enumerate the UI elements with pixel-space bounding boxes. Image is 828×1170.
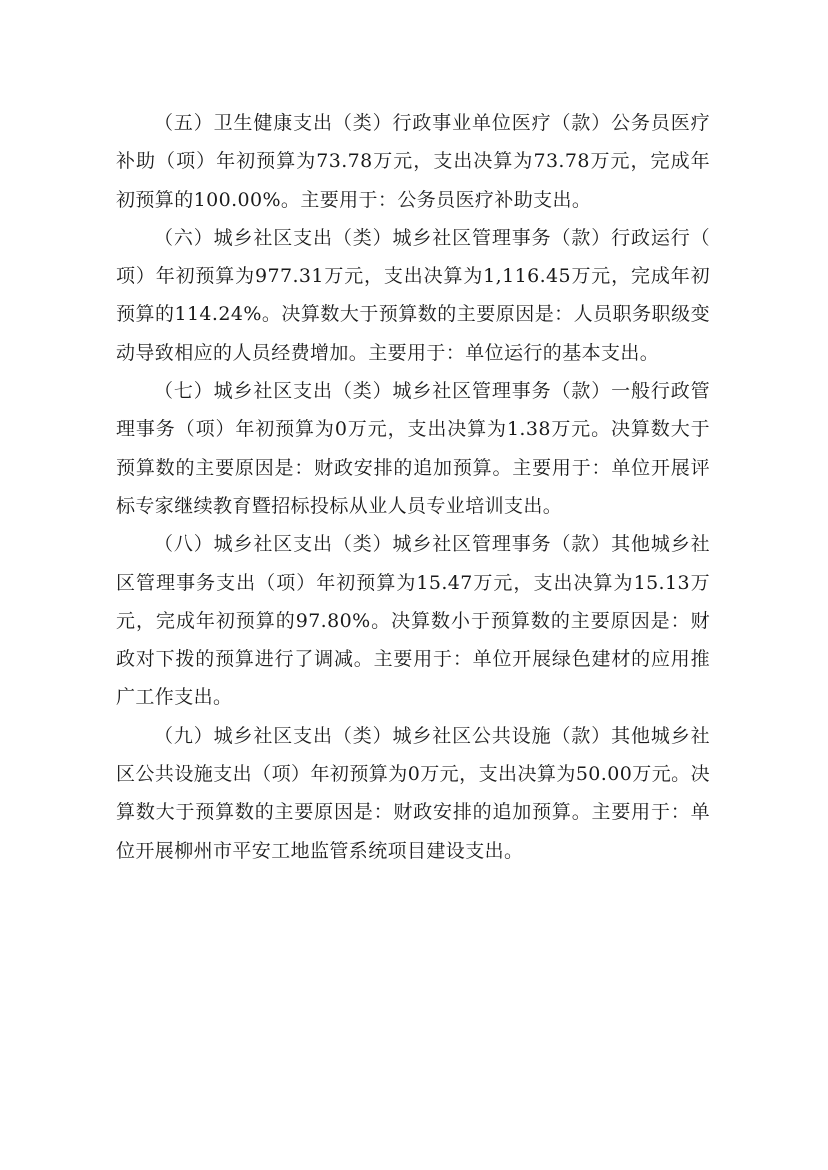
document-page <box>116 104 710 870</box>
paragraph-other-urban-admin: （八）城乡社区支出（类）城乡社区管理事务（款）其他城乡社区管理事务支出（项）年初预算为15.47万元，支出决算为15.13万元，完成年初预算的97.80%。决算数小于预算数的主要原因是：财政对下拨的预算进行了调减。主要用于：单位开展绿色建材的应用推广工作支出。 <box>116 533 710 709</box>
paragraph-health-expenditure: （五）卫生健康支出（类）行政事业单位医疗（款）公务员医疗补助（项）年初预算为73.78万元，支出决算为73.78万元，完成年初预算的100.00%。主要用于：公务员医疗补助支出。 <box>116 112 710 211</box>
paragraph-other-public-facilities: （九）城乡社区支出（类）城乡社区公共设施（款）其他城乡社区公共设施支出（项）年初预算为0万元，支出决算为50.00万元。决算数大于预算数的主要原因是：财政安排的追加预算。主要用于：单位开展柳州市平安工地监管系统项目建设支出。 <box>116 724 710 862</box>
paragraph-general-admin-affairs: （七）城乡社区支出（类）城乡社区管理事务（款）一般行政管理事务（项）年初预算为0万元，支出决算为1.38万元。决算数大于预算数的主要原因是：财政安排的追加预算。主要用于：单位开展评标专家继续教育暨招标投标从业人员专业培训支出。 <box>116 380 710 517</box>
paragraph-urban-admin-operation: （六）城乡社区支出（类）城乡社区管理事务（款）行政运行（项）年初预算为977.31万元，支出决算为1,116.45万元，完成年初预算的114.24%。决算数大于预算数的主要原因是：人员职务职级变动导致相应的人员经费增加。主要用于：单位运行的基本支出。 <box>116 226 710 364</box>
